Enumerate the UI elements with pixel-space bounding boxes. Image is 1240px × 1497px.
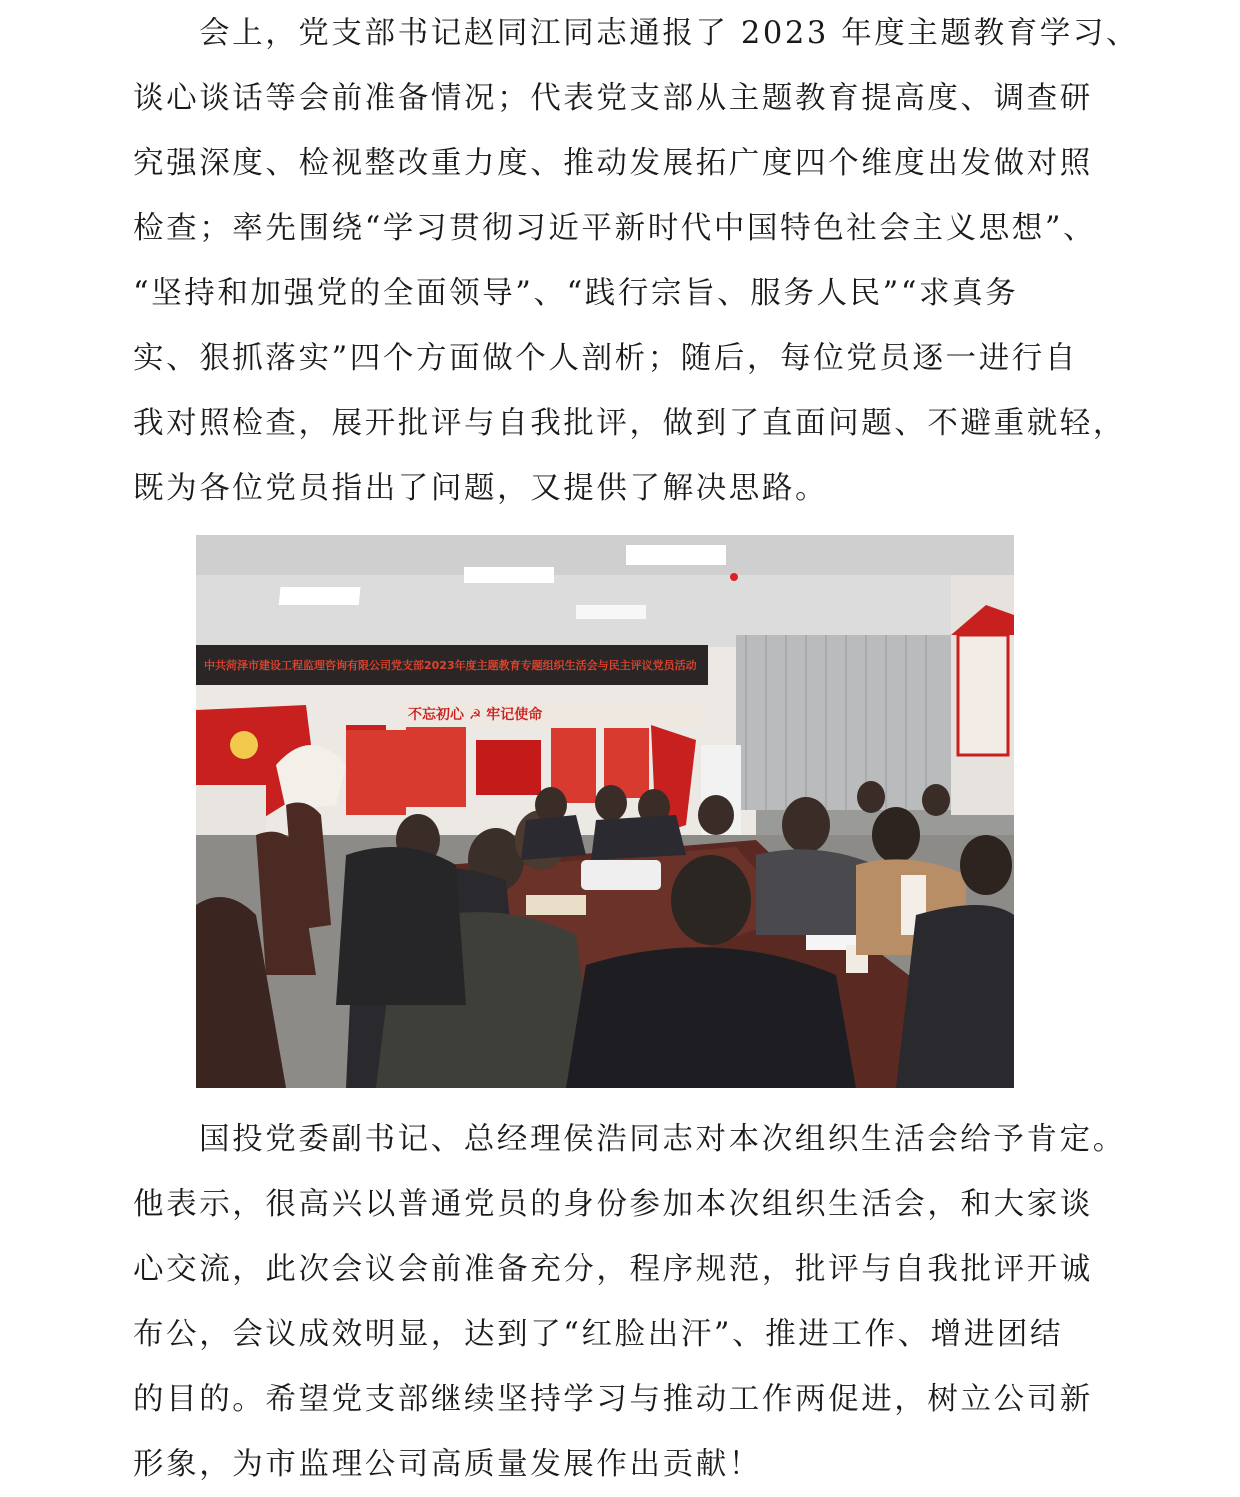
banner-text: 中共菏泽市建设工程监理咨询有限公司党支部2023年度主题教育专题组织生活会与民主评议党员活动 xyxy=(204,659,697,672)
text-line: 国投党委副书记、总经理侯浩同志对本次组织生活会给予肯定。 xyxy=(199,1122,1126,1157)
text-line: 既为各位党员指出了问题，又提供了解决思路。 xyxy=(133,471,829,506)
text-line: 谈心谈话等会前准备情况；代表党支部从主题教育提高度、调查研 xyxy=(133,81,1093,116)
wall-slogan: 不忘初心 ☭ 牢记使命 xyxy=(408,707,543,723)
text-line: 我对照检查，展开批评与自我批评，做到了直面问题、不避重就轻， xyxy=(133,406,1126,441)
text-line: “坚持和加强党的全面领导”、“践行宗旨、服务人民”“求真务 xyxy=(133,276,1019,311)
paragraph-leader-remarks xyxy=(133,1107,1126,1497)
text-line: 检查；率先围绕“学习贯彻习近平新时代中国特色社会主义思想”、 xyxy=(133,211,1097,246)
paragraph-meeting-report xyxy=(133,1,1140,521)
meeting-photo xyxy=(196,535,1014,1088)
text-line: 实、狠抓落实”四个方面做个人剖析；随后，每位党员逐一进行自 xyxy=(133,341,1078,376)
text-line: 的目的。希望党支部继续坚持学习与推动工作两促进，树立公司新 xyxy=(133,1382,1093,1417)
text-line: 形象，为市监理公司高质量发展作出贡献！ xyxy=(133,1447,762,1482)
text-line: 会上，党支部书记赵同江同志通报了 2023 年度主题教育学习、 xyxy=(199,16,1140,51)
text-line: 布公，会议成效明显，达到了“红脸出汗”、推进工作、增进团结 xyxy=(133,1317,1064,1352)
text-line: 他表示，很高兴以普通党员的身份参加本次组织生活会，和大家谈 xyxy=(133,1187,1093,1222)
text-line: 究强深度、检视整改重力度、推动发展拓广度四个维度出发做对照 xyxy=(133,146,1093,181)
text-line: 心交流，此次会议会前准备充分，程序规范，批评与自我批评开诚 xyxy=(133,1252,1093,1287)
